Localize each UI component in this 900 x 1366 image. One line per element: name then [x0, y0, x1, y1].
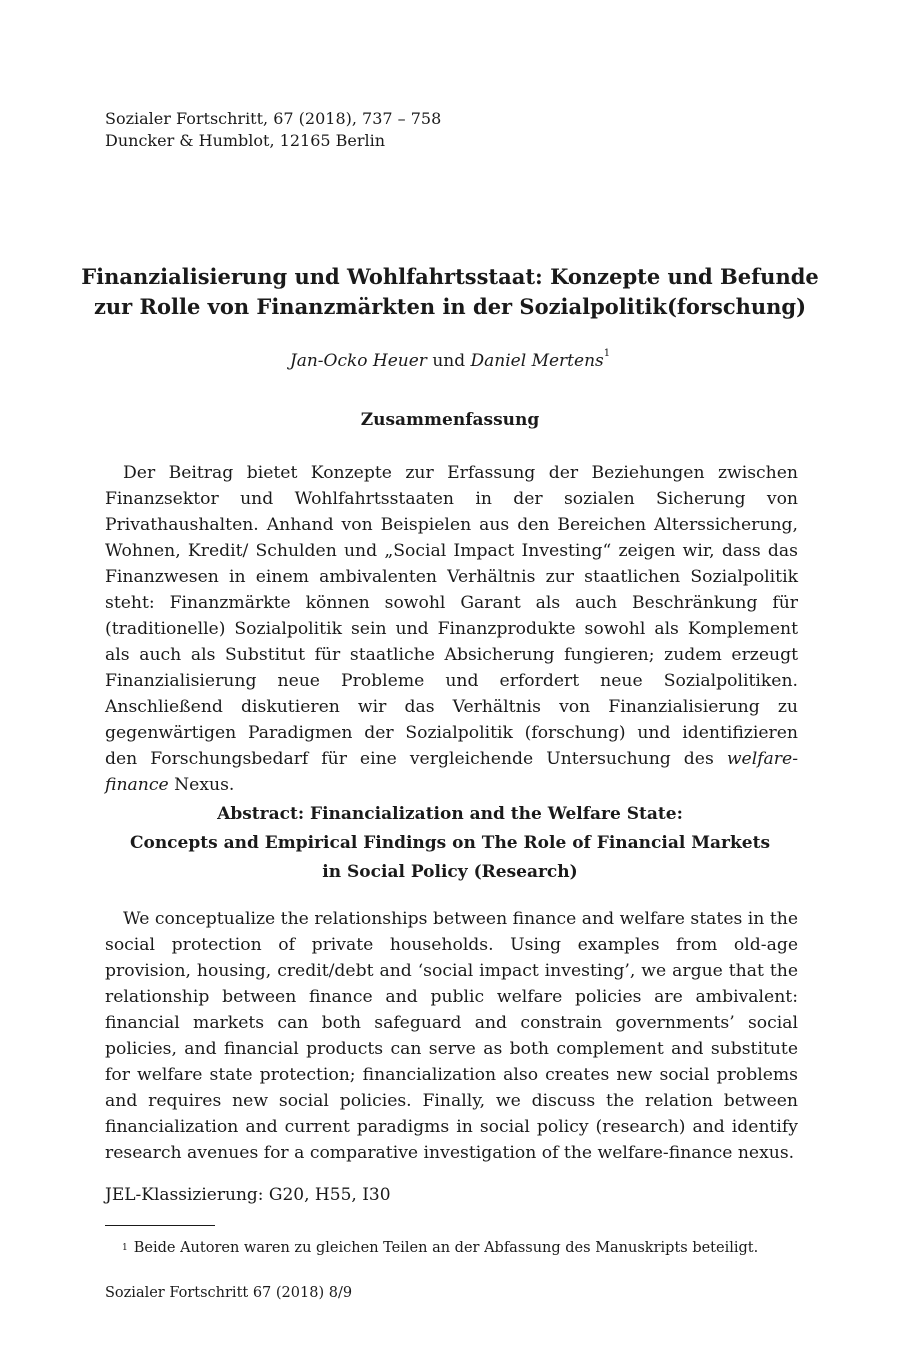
abstract-heading-line-3: in Social Policy (Research)	[322, 862, 578, 882]
footnote	[122, 1238, 758, 1258]
abstract-body	[105, 906, 798, 1166]
author-footnote-mark: 1	[603, 348, 611, 359]
title-line-1: Finanzialisierung und Wohlfahrtsstaat: Konzepte und Befunde	[81, 264, 819, 289]
zusammenfassung-text-end: Nexus.	[168, 775, 235, 795]
abstract-heading	[60, 800, 840, 887]
zusammenfassung-italic-term: welfare-finance	[105, 749, 798, 795]
page-footer: Sozialer Fortschritt 67 (2018) 8/9	[105, 1285, 353, 1301]
author-line	[0, 349, 900, 373]
abstract-heading-line-1: Abstract: Financialization and the Welfare State:	[217, 804, 683, 824]
abstract-text: We conceptualize the relationships between finance and welfare states in the social protection of private households. Using examples from old-age provision, housing, credit/debt and ‘social impact investing’, we argue that the relationship between finance and public welfare policies are ambivalent: financial markets can both safeguard and constrain governments’ social policies, and financial products can serve as both complement and substitute for welfare state protection; financialization also creates new social problems and requires new social policies. Finally, we discuss the relation between financialization and current paradigms in social policy (research) and identify research avenues for a comparative investigation of the welfare-finance nexus.	[105, 909, 798, 1163]
journal-citation: Sozialer Fortschritt, 67 (2018), 737 – 758	[105, 109, 442, 128]
footnote-mark: 1	[122, 1243, 128, 1253]
publisher-line: Duncker & Humblot, 12165 Berlin	[105, 131, 386, 150]
zusammenfassung-text: Der Beitrag bietet Konzepte zur Erfassung der Beziehungen zwischen Finanzsektor und Wohlfahrtsstaaten in der sozialen Sicherung von Privathaushalten. Anhand von Beispielen aus den Bereichen Alterssicherung, Wohnen, Kredit/ Schulden und „Social Impact Investing“ zeigen wir, dass das Finanzwesen in einem ambivalenten Verhältnis zur staatlichen Sozialpolitik steht: Finanzmärkte können sowohl Garant als auch Beschränkung für (traditionelle) Sozialpolitik sein und Finanzprodukte sowohl als Komplement als auch als Substitut für staatliche Absicherung fungieren; zudem erzeugt Finanzialisierung neue Probleme und erfordert neue Sozialpolitiken. Anschließend diskutieren wir das Verhältnis von Finanzialisierung zu gegenwärtigen Paradigmen der Sozialpolitik (forschung) und identifizieren den Forschungsbedarf für eine vergleichende Untersuchung des	[105, 463, 798, 769]
jel-classification: JEL-Klassizierung: G20, H55, I30	[105, 1185, 391, 1205]
paper-title	[60, 262, 840, 322]
journal-header	[105, 108, 441, 152]
author-connector: und	[426, 351, 471, 371]
abstract-heading-line-2: Concepts and Empirical Findings on The Role of Financial Markets	[129, 833, 771, 853]
zusammenfassung-heading: Zusammenfassung	[360, 410, 540, 430]
author-2: Daniel Mertens	[470, 351, 604, 371]
title-line-2: zur Rolle von Finanzmärkten in der Sozialpolitik(forschung)	[93, 294, 807, 319]
zusammenfassung-body	[105, 460, 798, 798]
author-1: Jan-Ocko Heuer	[289, 351, 427, 371]
footnote-rule	[105, 1225, 215, 1226]
footnote-text: Beide Autoren waren zu gleichen Teilen an der Abfassung des Manuskripts beteiligt.	[133, 1240, 759, 1256]
